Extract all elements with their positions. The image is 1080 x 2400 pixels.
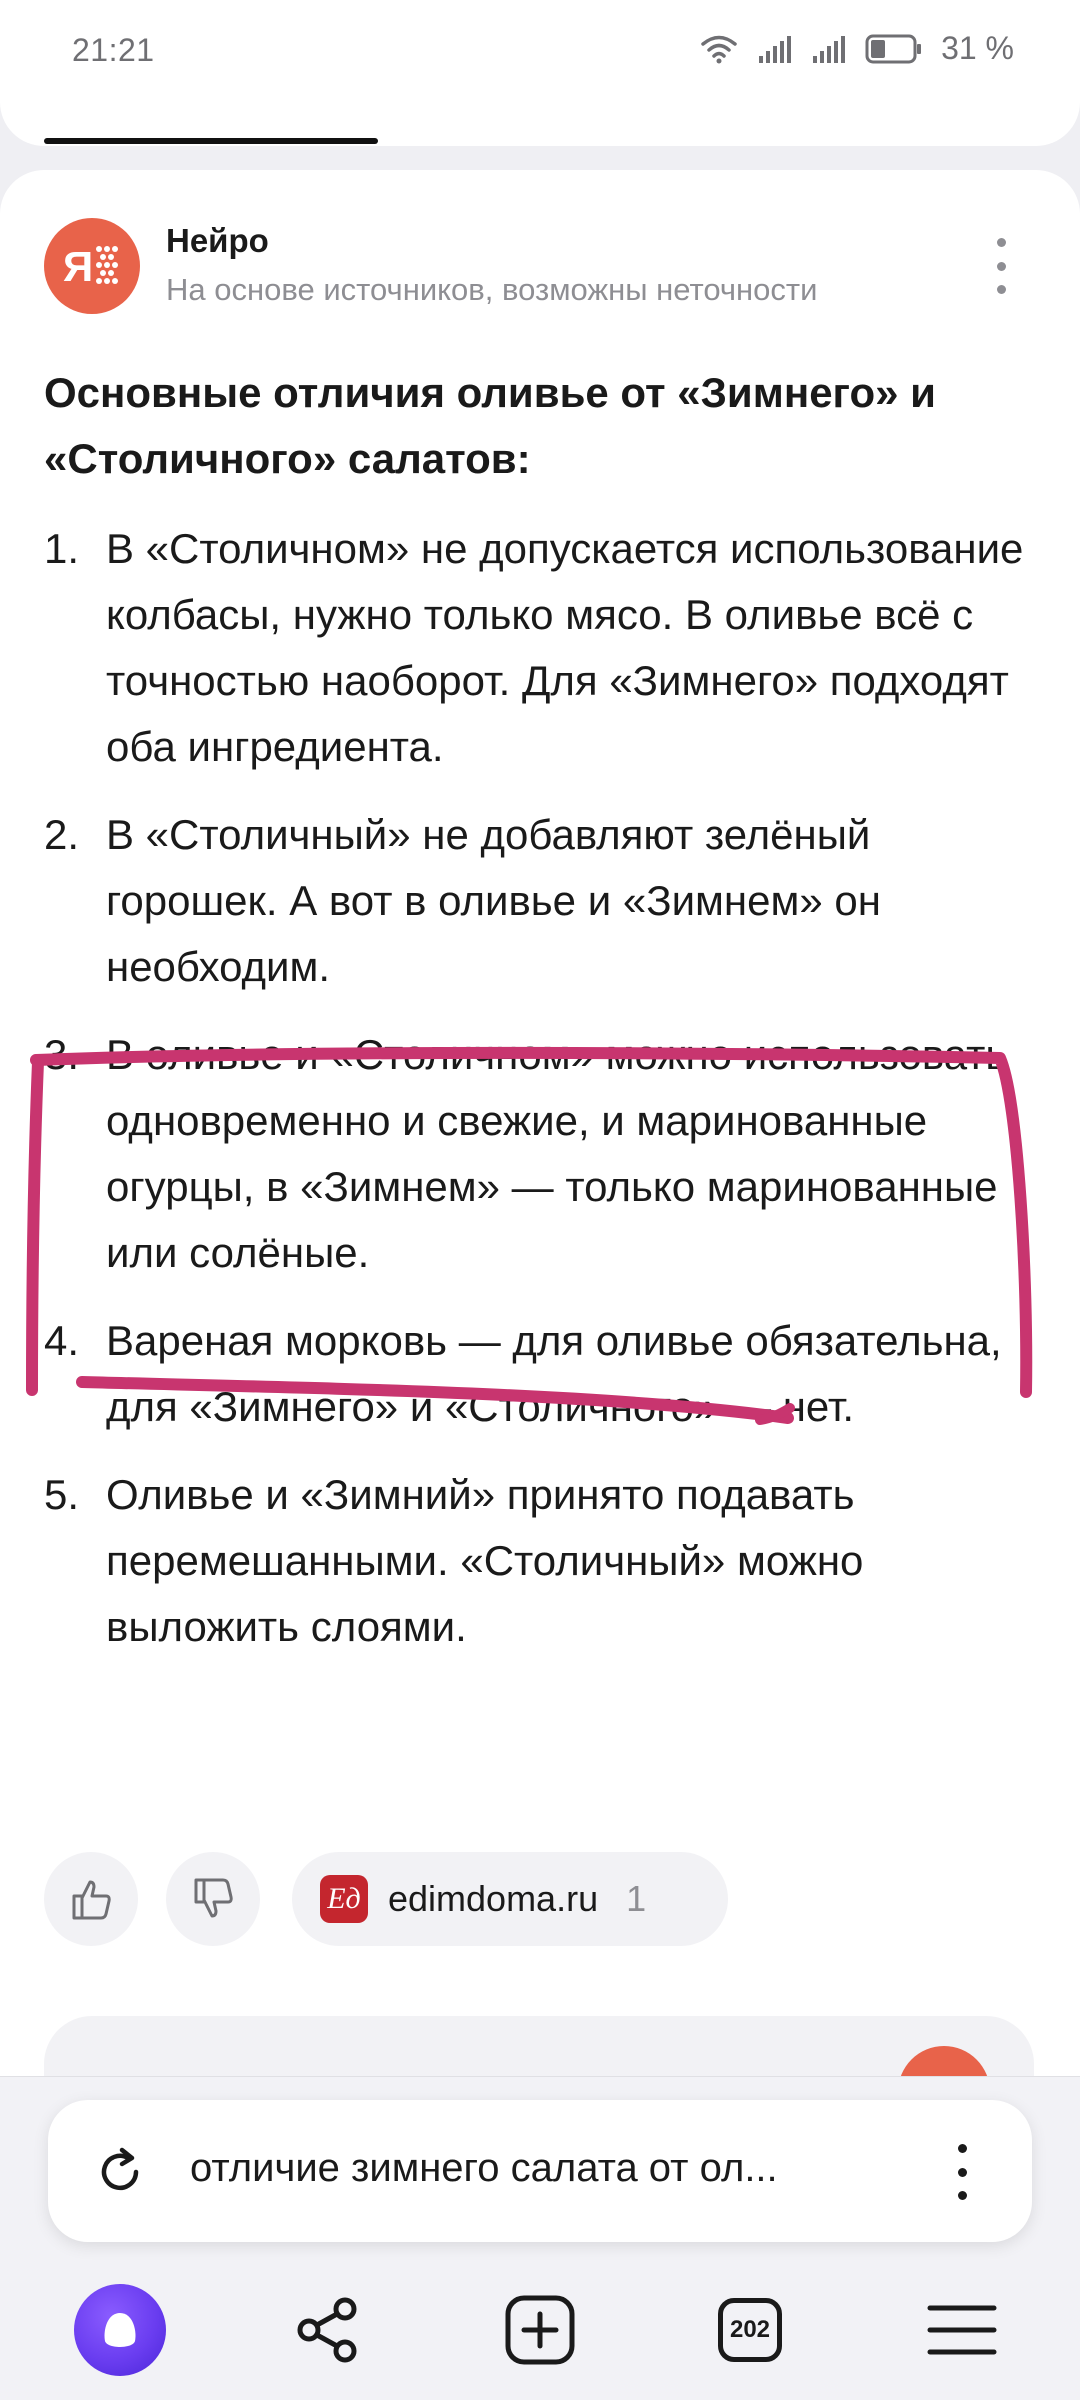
list-item (44, 802, 1044, 1000)
signal-icon (757, 34, 793, 64)
like-button[interactable] (44, 1852, 138, 1946)
dislike-button[interactable] (166, 1852, 260, 1946)
wifi-icon (699, 34, 739, 64)
status-icons (699, 30, 1014, 67)
svg-text:Я: Я (63, 243, 94, 290)
list-number: 4. (44, 1317, 80, 1364)
menu-icon (926, 2302, 998, 2358)
list-item-text: Вареная морковь — для оливье обязательна, для «Зимнего» и «Столичного» — нет. (106, 1317, 1002, 1430)
nav-alice[interactable] (70, 2280, 170, 2380)
source-domain: edimdoma.ru (388, 1878, 599, 1919)
yandex-neuro-logo (61, 235, 123, 297)
battery-icon (865, 34, 923, 64)
list-item (44, 1022, 1044, 1286)
nav-new-tab[interactable] (490, 2280, 590, 2380)
more-vertical-icon[interactable] (950, 2144, 974, 2200)
list-item-text: В «Столичном» не допускается использование колбасы, нужно только мясо. В оливье всё с точностью наоборот. Для «Зимнего» подходят оба ингредиента. (106, 525, 1024, 770)
answer-list (44, 516, 1044, 1682)
list-item-text: Оливье и «Зимний» принято подавать перемешанными. «Столичный» можно выложить слоями. (106, 1471, 864, 1650)
alice-icon (74, 2284, 166, 2376)
list-number: 2. (44, 811, 80, 858)
neuro-title: Нейро (166, 222, 269, 259)
source-favicon: Ед (320, 1875, 368, 1923)
tabs-icon: 202 (718, 2298, 782, 2362)
neuro-disclaimer: На основе источников, возможны неточности (166, 272, 818, 307)
scroll-indicator (44, 138, 378, 144)
nav-share[interactable] (278, 2280, 378, 2380)
list-item-text: В оливье и «Столичном» можно использовать одновременно и свежие, и маринованные огурцы, в «Зимнем» — только маринованные или солёные. (106, 1031, 1008, 1276)
nav-tabs[interactable] (700, 2280, 800, 2380)
list-number: 3. (44, 1031, 80, 1078)
share-icon (293, 2295, 363, 2365)
battery-percent: 31 % (941, 30, 1014, 66)
search-query[interactable]: отличие зимнего салата от ол... (190, 2146, 778, 2190)
new-tab-icon (504, 2294, 576, 2366)
thumbs-down-icon (188, 1874, 238, 1924)
status-bar (0, 0, 1080, 146)
list-item-text: В «Столичный» не добавляют зелёный горошек. А вот в оливье и «Зимнем» он необходим. (106, 811, 881, 990)
source-count: 1 (626, 1878, 647, 1919)
answer-heading: Основные отличия оливье от «Зимнего» и «Столичного» салатов: (44, 369, 936, 482)
list-number: 5. (44, 1471, 80, 1518)
reload-icon[interactable] (92, 2144, 148, 2200)
signal-icon (811, 34, 847, 64)
list-item (44, 1308, 1044, 1440)
neuro-avatar[interactable] (44, 218, 140, 314)
list-number: 1. (44, 525, 80, 572)
list-item (44, 1462, 1044, 1660)
nav-menu[interactable] (912, 2280, 1012, 2380)
more-vertical-icon[interactable] (986, 238, 1016, 294)
source-chip[interactable] (292, 1852, 728, 1946)
list-item (44, 516, 1044, 780)
status-time: 21:21 (72, 32, 155, 68)
thumbs-up-icon (66, 1874, 116, 1924)
